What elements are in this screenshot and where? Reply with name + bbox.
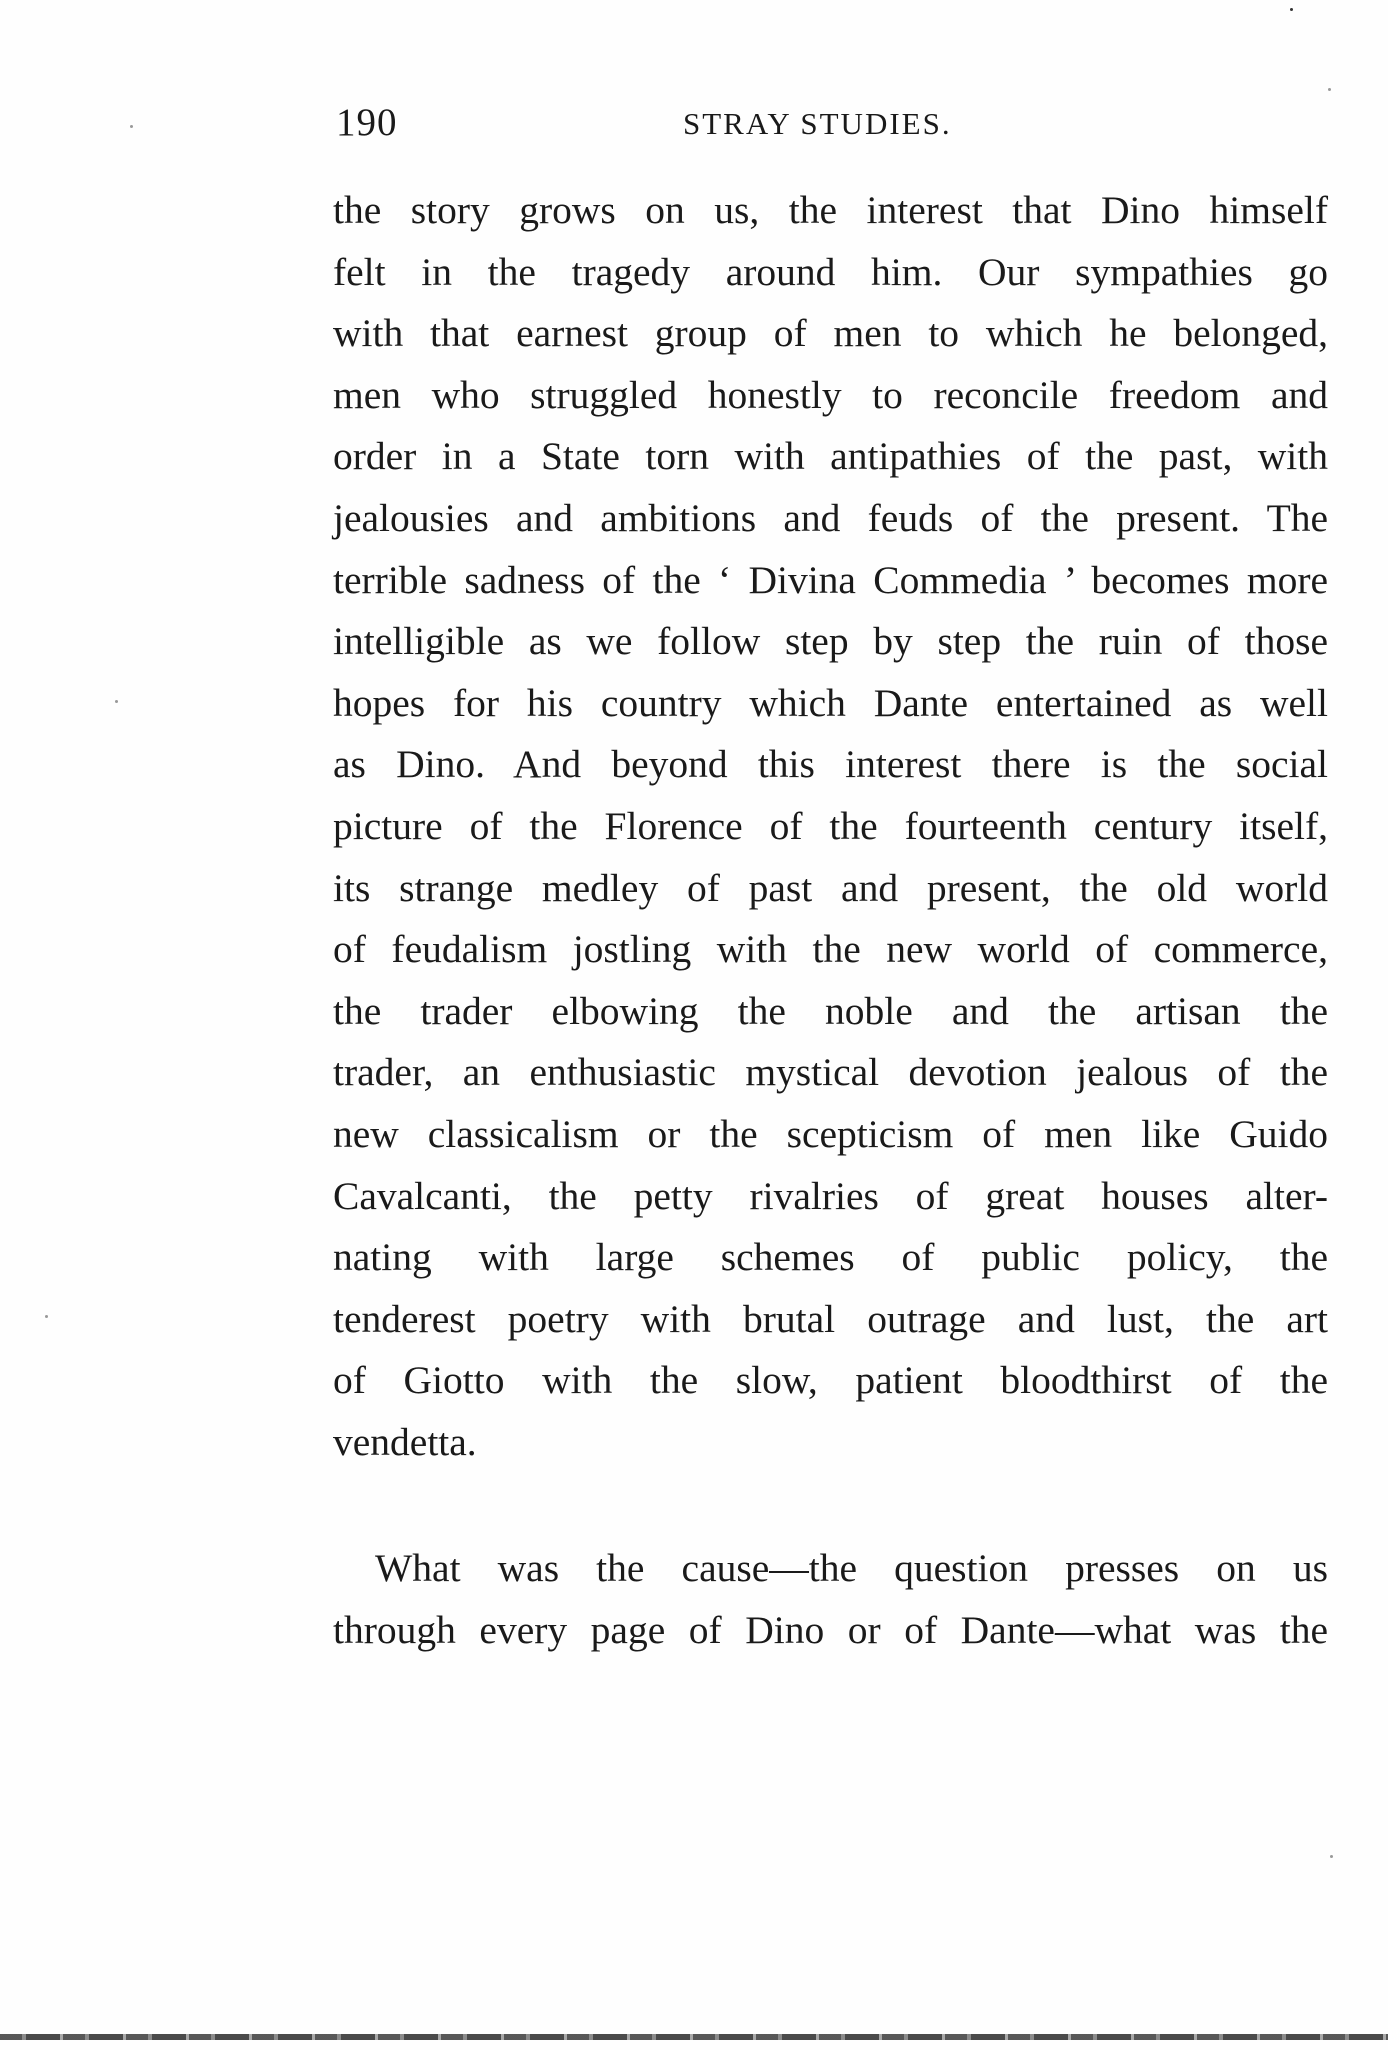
text-line: of feudalism jostling with the new world of commerce, <box>333 927 1328 972</box>
page-number: 190 <box>336 101 398 144</box>
text-line: as Dino. And beyond this interest there is the social <box>333 742 1328 787</box>
paragraph-gap <box>333 1473 1328 1538</box>
text-line: through every page of Dino or of Dante—what was the <box>333 1608 1328 1653</box>
scan-speck <box>45 1315 48 1318</box>
text-line: hopes for his country which Dante entertained as well <box>333 680 1328 725</box>
text-line: with that earnest group of men to which he belonged, <box>333 311 1328 356</box>
running-head <box>333 100 1328 150</box>
text-line: the story grows on us, the interest that Dino himself <box>333 188 1328 232</box>
text-line: picture of the Florence of the fourteenth century itself, <box>333 803 1328 848</box>
text-line: order in a State torn with antipathies of the past, with <box>333 434 1328 479</box>
scan-edge-rule <box>0 2034 1388 2040</box>
text-line: terrible sadness of the ‘ Divina Commedia ’ becomes more <box>333 557 1328 602</box>
paragraph <box>333 1538 1328 1661</box>
scan-speck <box>115 700 118 703</box>
text-line: its strange medley of past and present, the old world <box>333 865 1328 910</box>
paragraph <box>333 180 1328 1473</box>
text-line: jealousies and ambitions and feuds of the present. The <box>333 495 1328 540</box>
text-line: What was the cause—the question presses on us <box>375 1546 1328 1591</box>
scan-speck <box>1328 88 1331 91</box>
text-line: tenderest poetry with brutal outrage and lust, the art <box>333 1296 1328 1341</box>
text-line: the trader elbowing the noble and the artisan the <box>333 988 1328 1033</box>
text-line: intelligible as we follow step by step the ruin of those <box>333 619 1328 664</box>
text-line: Cavalcanti, the petty rivalries of great houses alter- <box>333 1173 1328 1218</box>
scan-speck <box>1290 8 1293 11</box>
scan-speck <box>1330 1855 1333 1858</box>
text-line: of Giotto with the slow, patient bloodthirst of the <box>333 1358 1328 1403</box>
text-line: nating with large schemes of public policy, the <box>333 1235 1328 1280</box>
scan-speck <box>130 125 133 128</box>
text-line: vendetta. <box>333 1419 477 1464</box>
text-line: felt in the tragedy around him. Our sympathies go <box>333 249 1328 294</box>
text-line: trader, an enthusiastic mystical devotion jealous of the <box>333 1050 1328 1095</box>
text-line: new classicalism or the scepticism of men like Guido <box>333 1111 1328 1156</box>
text-line: men who struggled honestly to reconcile freedom and <box>333 372 1328 417</box>
running-title: STRAY STUDIES. <box>683 106 952 141</box>
body-text <box>333 180 1328 1662</box>
